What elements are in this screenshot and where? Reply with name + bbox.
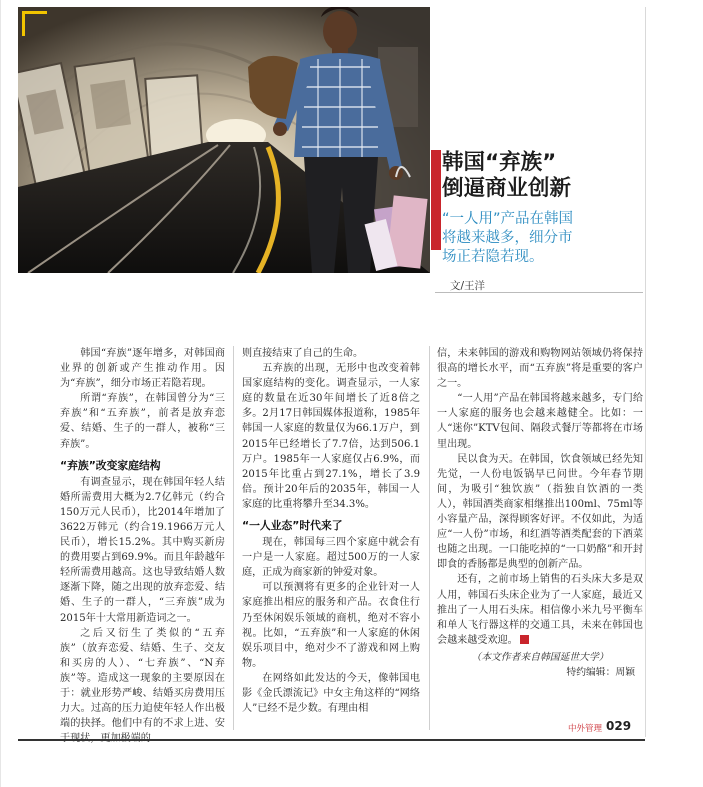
paragraph: 所谓“弃族”，在韩国曾分为“三弃族”和“五弃族”，前者是放弃恋爱、结婚、生子的一群人，被称“三弃族”。 xyxy=(60,393,225,450)
headline-block xyxy=(442,150,642,267)
corner-frame-mark xyxy=(22,11,47,36)
end-mark-icon xyxy=(520,635,529,644)
paragraph: 五弃族的出现，无形中也改变着韩国家庭结构的变化。调查显示，一人家庭的数量在近30年间增长了近8倍之多。2月17日韩国媒体报道称，1985年韩国一人家庭的数量仅为66.1万户，到2015年已经增长了7.7倍，达到506.1万户。1985年一人家庭仅占6.9%，而2015年比重占到27.1%，增长了3.9倍。预计20年后的2035年，韩国一人家庭的比重将攀升至34.3%。 xyxy=(242,363,420,510)
paragraph: 在网络如此发达的今天，像韩国电影《金氏漂流记》中女主角这样的“网络人”已经不是少数。有理由相 xyxy=(242,672,420,715)
paragraph: 信，未来韩国的游戏和购物网站领域仍将保持很高的增长水平，而“五弃族”将是重要的客户之一。 xyxy=(437,348,643,390)
paragraph: 可以预测将有更多的企业针对一人家庭推出相应的服务和产品。衣食住行乃至休闲娱乐领域的商机，绝对不容小视。比如，“五弃族”和一人家庭的休闲娱乐项目中，绝对少不了游戏和网上购物。 xyxy=(242,582,420,669)
paragraph: 之后又衍生了类似的“五弃族”（放弃恋爱、结婚、生子、交友和买房的人）、“七弃族”、“N弃族”等。造成这一现象的主要原因在于：就业形势严峻、结婚买房费用压力大。过高的压力迫使年轻人作出极端的抉择。他们中有的不求上进、安 xyxy=(60,627,225,730)
column-divider xyxy=(429,346,430,730)
hero-photo xyxy=(18,7,430,273)
author-note: （本文作者来自韩国延世大学） xyxy=(471,651,609,663)
paragraph: 韩国“弃族”逐年增多，对韩国商业界的创新或产生推动作用。因为“弃族”，细分市场正若隐若现。 xyxy=(60,348,225,390)
dek-line-2: 将越来越多，细分市 xyxy=(442,230,573,246)
paragraph-text: 还有，之前市场上销售的石头床大多是双人用，韩国石头床企业为了一人家庭，最近又推出了一人用石头床。相信像小米九号平衡车和单人飞行器这样的交通工具，未来在韩国也会越来越受欢迎。 xyxy=(437,574,643,646)
magazine-name: 中外管理 xyxy=(568,724,603,734)
dek xyxy=(442,210,642,267)
headline-accent-bar xyxy=(431,150,441,250)
paragraph: 则直接结束了自己的生命。 xyxy=(242,348,364,359)
paragraph: 现在，韩国每三四个家庭中就会有一户是一人家庭。超过500万的一人家庭，正成为商家新的钟爱对象。 xyxy=(242,537,420,579)
headline-line-2: 倒逼商业创新 xyxy=(442,176,572,201)
article-column-2 xyxy=(242,346,420,716)
paragraph xyxy=(437,572,643,647)
subway-tunnel-illustration xyxy=(18,7,430,273)
footer-rule xyxy=(18,739,645,741)
paragraph: “一人用”产品在韩国将越来越多，专门给一人家庭的服务也会越来越健全。比如：一人“迷你”KTV包间、隔段式餐厅等都将在市场里出现。 xyxy=(437,393,643,450)
byline: 文/王洋 xyxy=(450,280,486,292)
section-heading: “一人业态”时代来了 xyxy=(242,519,343,533)
right-margin-rule xyxy=(645,7,646,737)
byline-rule xyxy=(435,292,643,293)
paragraph: 民以食为天。在韩国，饮食领域已经先知先觉，一人份电饭锅早已问世。今年春节期间，为吸引“独饮族”（指独自饮酒的一类人），韩国酒类商家相继推出100ml、75ml等小容量产品，深得顾客好评。不仅如此，为适应“一人份”市场，和红酒等酒类配套的下酒菜也随之出现。一口能吃掉的“一口奶酪”和开封即食的香肠都是典型的创新产品。 xyxy=(437,453,643,571)
article-column-1 xyxy=(60,346,225,746)
paragraph: 有调查显示，现在韩国年轻人结婚所需费用大概为2.7亿韩元（约合150万元人民币），比2014年增加了3622万韩元（约合19.1966万元人民币），增长15.2%。其中购买新房的费用要占到69.9%。而且年龄越年轻所需费用越高。这也导致结婚人数逐渐下降，随之出现的放弃恋爱、结婚、生子的一群人，“三弃族”成为2015年十大常用新造词之一。 xyxy=(60,476,225,624)
dek-line-1: “一人用”产品在韩国 xyxy=(442,211,574,227)
article-column-3 xyxy=(437,346,643,680)
headline-line-1: 韩国“弃族” xyxy=(442,150,557,175)
column-divider xyxy=(233,346,234,730)
dek-line-3: 场正若隐若现。 xyxy=(442,249,544,265)
page-number: 029 xyxy=(606,719,632,733)
editor-credit: 特约编辑：周颖 xyxy=(566,666,635,678)
section-heading: “弃族”改变家庭结构 xyxy=(60,458,161,472)
